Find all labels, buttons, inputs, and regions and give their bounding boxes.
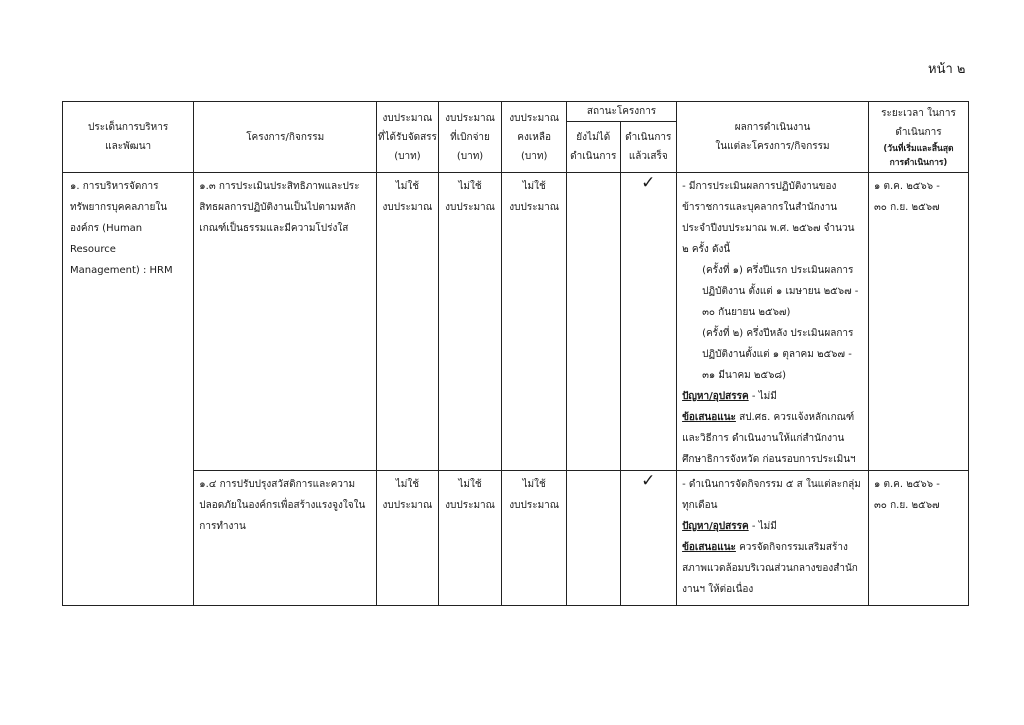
duration-cell — [868, 471, 968, 606]
header-status: สถานะโครงการ — [566, 102, 676, 122]
problem-text: - ไม่มี — [748, 521, 777, 532]
header-duration-label: ระยะเวลา ในการ ดำเนินการ — [881, 108, 956, 138]
budget-spent-cell — [438, 173, 502, 471]
problem-line — [682, 516, 863, 537]
results-intro: - ดำเนินการจัดกิจกรรม ๕ ส ในแต่ละกลุ่มทุกเดือน — [682, 479, 861, 511]
budget-spent-cell — [438, 471, 502, 606]
header-budget-remaining: งบประมาณ คงเหลือ (บาท) — [502, 102, 567, 173]
suggest-line — [682, 537, 863, 600]
header-budget-allocated: งบประมาณ ที่ได้รับจัดสรร (บาท) — [377, 102, 439, 173]
budget-allocated-value: ไม่ใช้ งบประมาณ — [382, 479, 433, 511]
budget-allocated-cell — [377, 471, 439, 606]
issue-text: ๑. การบริหารจัดการทรัพยากรบุคคลภายในองค์กร (Human Resource Management) : HRM — [70, 181, 173, 276]
header-project: โครงการ/กิจกรรม — [194, 102, 377, 173]
project-table — [62, 101, 969, 606]
header-issue: ประเด็นการบริหาร และพัฒนา — [63, 102, 194, 173]
table-row — [63, 471, 969, 606]
budget-remaining-value: ไม่ใช้ งบประมาณ — [509, 181, 560, 213]
table-row — [63, 173, 969, 471]
budget-remaining-value: ไม่ใช้ งบประมาณ — [509, 479, 560, 511]
suggest-line — [682, 407, 863, 470]
results-intro: - มีการประเมินผลการปฏิบัติงานของข้าราชการและบุคลากรในสำนักงาน ประจำปีงบประมาณ พ.ศ. ๒๕๖๗ จำนวน ๒ ครั้ง ดังนี้ — [682, 181, 855, 255]
header-results: ผลการดำเนินงาน ในแต่ละโครงการ/กิจกรรม — [677, 102, 869, 173]
suggest-label: ข้อเสนอแนะ — [682, 412, 736, 423]
project-text: ๑.๔ การปรับปรุงสวัสดิการและความปลอดภัยในองค์กรเพื่อสร้างแรงจูงใจในการทำงาน — [199, 479, 366, 532]
project-cell — [194, 173, 377, 471]
header-duration — [868, 102, 968, 173]
problem-label: ปัญหา/อุปสรรค — [682, 391, 749, 402]
problem-text: - ไม่มี — [748, 391, 777, 402]
checkmark-icon: ✓ — [641, 173, 656, 193]
suggest-label: ข้อเสนอแนะ — [682, 542, 736, 553]
problem-line — [682, 386, 863, 407]
budget-spent-value: ไม่ใช้ งบประมาณ — [445, 479, 495, 511]
results-item: (ครั้งที่ ๒) ครึ่งปีหลัง ประเมินผลการปฏิบัติงานตั้งแต่ ๑ ตุลาคม ๒๕๖๗ - ๓๑ มีนาคม ๒๕๖๘) — [702, 328, 854, 381]
page-number: หน้า ๒ — [928, 62, 966, 77]
budget-allocated-cell — [377, 173, 439, 471]
results-cell — [677, 173, 869, 471]
project-cell — [194, 471, 377, 606]
budget-allocated-value: ไม่ใช้ งบประมาณ — [382, 181, 433, 213]
budget-remaining-cell — [502, 471, 567, 606]
status-not-done-cell — [566, 173, 620, 471]
budget-remaining-cell — [502, 173, 567, 471]
results-cell — [677, 471, 869, 606]
duration-value: ๑ ต.ค. ๒๕๖๖ - ๓๐ ก.ย. ๒๕๖๗ — [873, 479, 940, 511]
suggest-text: สป.ศธ. ควรแจ้งหลักเกณฑ์และวิธีการ ดำเนินงานให้แก่สำนักงานศึกษาธิการจังหวัด ก่อนรอบการประเมินฯ — [682, 412, 856, 465]
issue-cell — [63, 173, 194, 606]
status-done-cell — [620, 173, 677, 471]
status-done-cell — [620, 471, 677, 606]
problem-label: ปัญหา/อุปสรรค — [682, 521, 749, 532]
suggest-text: ควรจัดกิจกรรมเสริมสร้างสภาพแวดล้อมบริเวณส่วนกลางของสำนักงานฯ ให้ต่อเนื่อง — [682, 542, 858, 595]
duration-cell — [868, 173, 968, 471]
checkmark-icon: ✓ — [641, 471, 656, 491]
budget-spent-value: ไม่ใช้ งบประมาณ — [445, 181, 495, 213]
results-item: (ครั้งที่ ๑) ครึ่งปีแรก ประเมินผลการปฏิบัติงาน ตั้งแต่ ๑ เมษายน ๒๕๖๗ - ๓๐ กันยายน ๒๕๖๗) — [702, 265, 859, 318]
header-row — [63, 102, 969, 122]
header-status-done: ดำเนินการ แล้วเสร็จ — [620, 122, 677, 173]
duration-value: ๑ ต.ค. ๒๕๖๖ - ๓๐ ก.ย. ๒๕๖๗ — [873, 181, 940, 213]
header-budget-spent: งบประมาณ ที่เบิกจ่าย (บาท) — [438, 102, 502, 173]
header-duration-note: (วันที่เริ่มและสิ้นสุด การดำเนินการ) — [883, 144, 954, 168]
header-status-not-done: ยังไม่ได้ ดำเนินการ — [566, 122, 620, 173]
project-text: ๑.๓ การประเมินประสิทธิภาพและประสิทธผลการปฏิบัติงานเป็นไปตามหลักเกณฑ์เป็นธรรมและมีความโปร่งใส — [199, 181, 360, 234]
status-not-done-cell — [566, 471, 620, 606]
